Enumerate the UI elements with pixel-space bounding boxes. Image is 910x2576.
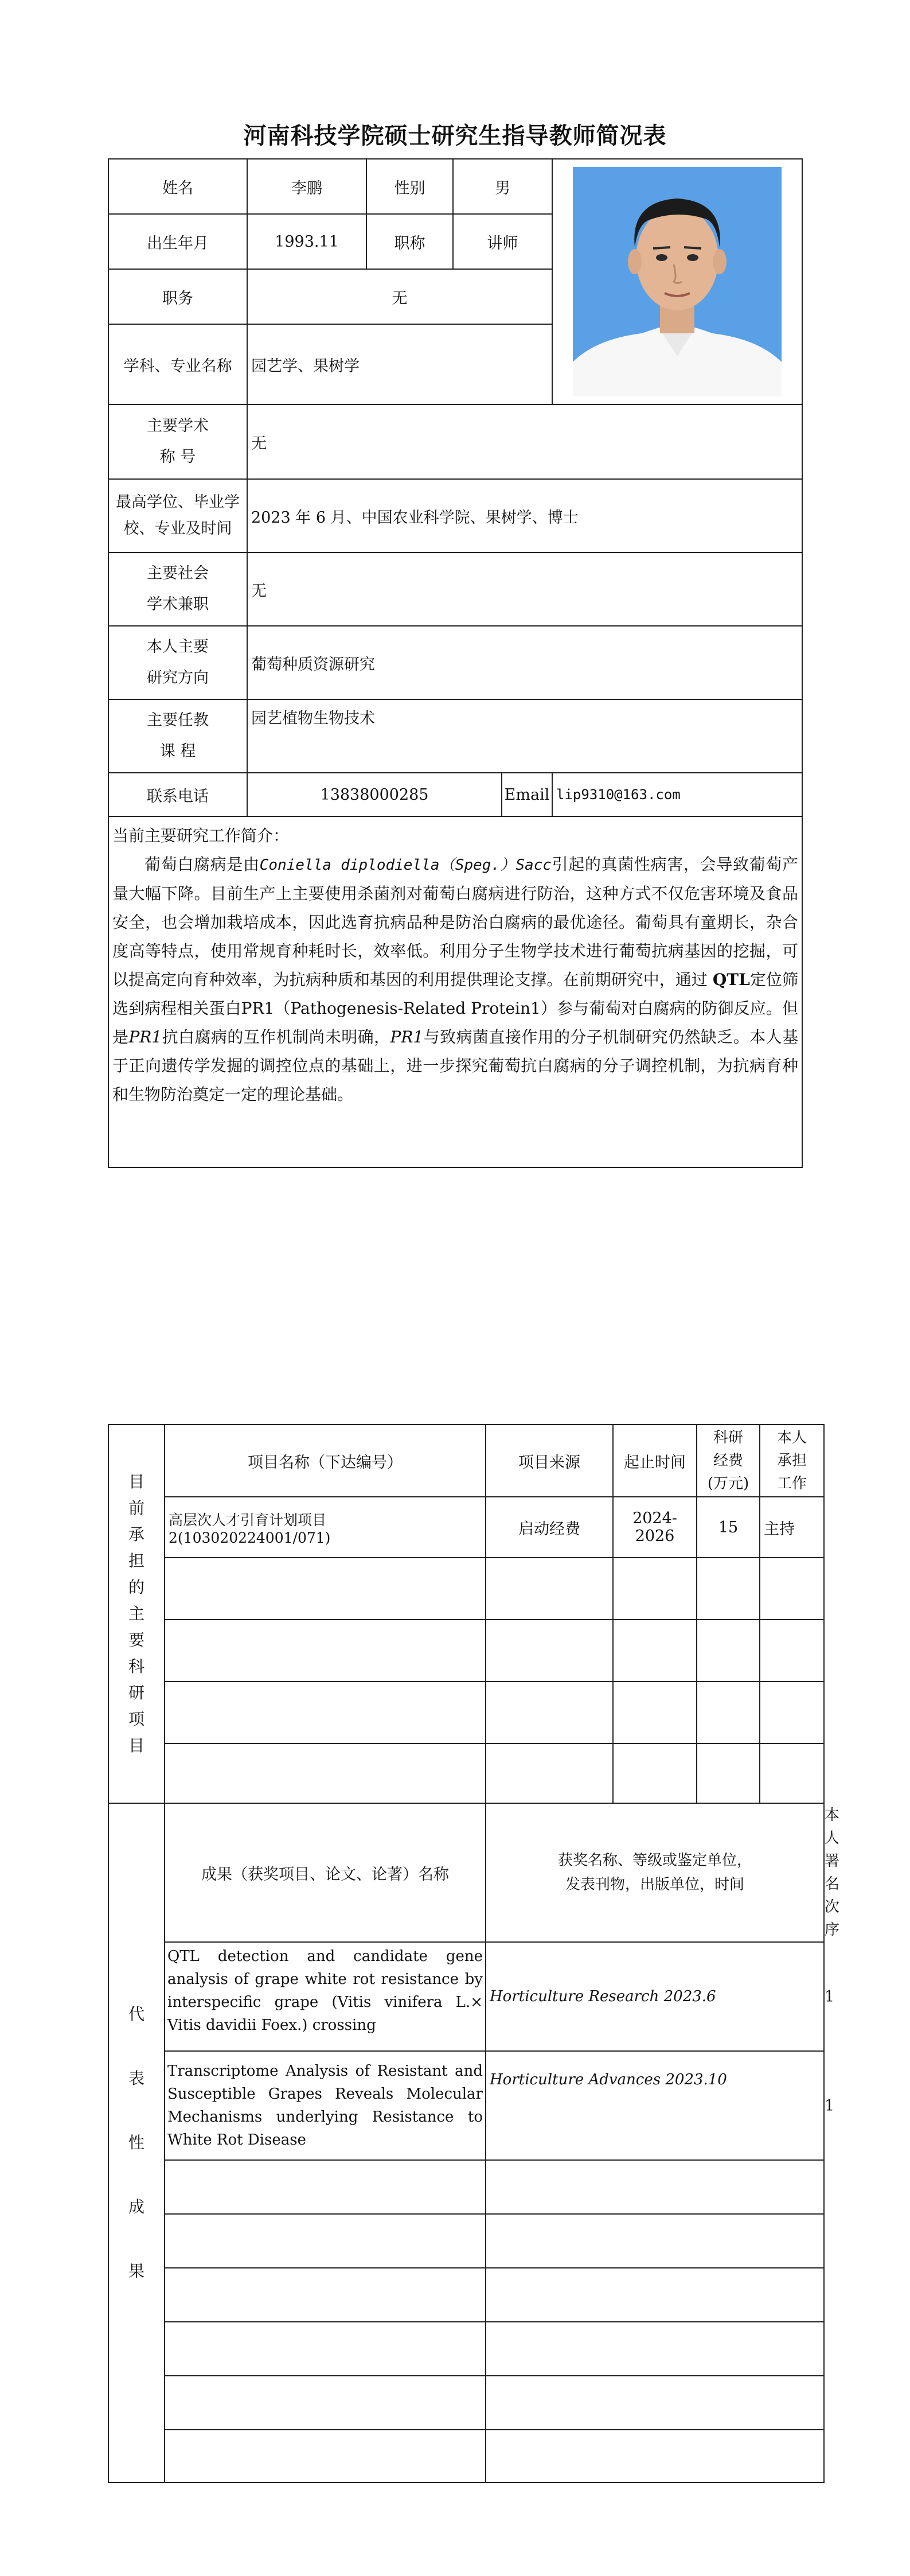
profile-table: [108, 158, 803, 1168]
teaching-value: 园艺植物生物技术: [247, 699, 802, 773]
table-row: [108, 2376, 824, 2430]
table-row: [108, 1682, 824, 1744]
phone-label: 联系电话: [108, 773, 247, 816]
project-name-header: 项目名称（下达编号）: [165, 1425, 486, 1497]
table-row: [108, 2214, 824, 2268]
table-row: Transcriptome Analysis of Resistant and Susceptible Grapes Reveals Molecular Mechanisms underlying Resistance to White Rot Disease Horticulture Advances 2023.10 1: [108, 2051, 824, 2160]
social-value: 无: [247, 552, 802, 626]
table-row: [108, 2430, 824, 2482]
project-role-header: 本人 承担 工作: [760, 1425, 824, 1497]
table-row: [108, 2322, 824, 2376]
table-row: [108, 2268, 824, 2322]
birth-value: 1993.11: [247, 214, 366, 269]
gender-value: 男: [453, 159, 552, 214]
page-title: 河南科技学院硕士研究生指导教师简况表: [243, 123, 667, 149]
academic-title-label: 主要学术 称 号: [108, 404, 247, 479]
achievement-venue-header: 获奖名称、等级或鉴定单位， 发表刊物，出版单位，时间: [486, 1803, 824, 1942]
position-value: 无: [247, 269, 552, 324]
title-value: 讲师: [453, 214, 552, 269]
research-label: 本人主要 研究方向: [108, 626, 247, 699]
social-label: 主要社会 学术兼职: [108, 552, 247, 626]
teaching-label: 主要任教 课 程: [108, 699, 247, 773]
degree-value: 2023 年 6 月、中国农业科学院、果树学、博士: [247, 479, 802, 552]
intro-heading: 当前主要研究工作简介：: [112, 826, 290, 845]
achievement-venue: Horticulture Research 2023.6: [486, 1942, 824, 2051]
discipline-value: 园艺学、果树学: [247, 324, 552, 404]
table-row: [108, 2160, 824, 2214]
photo-cell: [552, 159, 802, 404]
phone-value: 13838000285: [247, 773, 502, 816]
table-row: [108, 1497, 824, 1558]
project-funds-header: 科研 经费 (万元): [697, 1425, 760, 1497]
birth-label: 出生年月: [108, 214, 247, 269]
project-funds: 15: [697, 1497, 760, 1558]
project-period-header: 起止时间: [613, 1425, 697, 1497]
table-row: [108, 1558, 824, 1620]
gender-label: 性别: [366, 159, 453, 214]
table-row: [108, 1744, 824, 1803]
academic-title-value: 无: [247, 404, 802, 479]
table-row: QTL detection and candidate gene analysis of grape white rot resistance by interspecific grape (Vitis vinifera L.× Vitis davidii Foex.) crossing Horticulture Research 2023.6 1: [108, 1942, 824, 2051]
achievement-venue: Horticulture Advances 2023.10: [486, 2051, 824, 2160]
research-intro: [108, 816, 802, 1168]
discipline-label: 学科、专业名称: [108, 324, 247, 404]
portrait-photo: [573, 167, 782, 396]
name-label: 姓名: [108, 159, 247, 214]
project-source: 启动经费: [486, 1497, 613, 1558]
email-label: Email: [502, 773, 552, 816]
project-period: 2024-2026: [613, 1497, 697, 1558]
research-value: 葡萄种质资源研究: [247, 626, 802, 699]
title-label: 职称: [366, 214, 453, 269]
degree-label: 最高学位、毕业学校、专业及时间: [108, 479, 247, 552]
project-source-header: 项目来源: [486, 1425, 613, 1497]
projects-side-label: 目 前 承 担 的 主 要 科 研 项 目: [108, 1425, 165, 1803]
achievement-name-header: 成果（获奖项目、论文、论著）名称: [165, 1803, 486, 1942]
name-value: 李鹏: [247, 159, 366, 214]
project-role: 主持: [760, 1497, 824, 1558]
projects-achievements-table: 目 前 承 担 的 主 要 科 研 项 目 项目名称（下达编号） 项目来源 起止时间 科研 经费 (万元) 本人 承担 工作 高层次人才引育计划项目 2(103020224001/071) 启动经费 2024-2026 15 主持 代 表 性 成 果 成果（获奖项目、论文、论著）名称 获奖名称、等级或鉴定单位， 发表刊物，出版单位，时间 本人 署名 次序 QTL detection and candidate gene analysis of grape white rot resistance by interspecific grape (Vitis vinifera L.× Vitis davidii Foex.) crossing Horticulture Research 2023.6 1 Transcriptome Analysis of Resistant and Susceptible Grapes Reveals Molecular Mechanisms underlying Resistance to White Rot Disease Horticulture Advances 2023.10 1: [108, 1424, 825, 2483]
position-label: 职务: [108, 269, 247, 324]
project-name: 高层次人才引育计划项目 2(103020224001/071): [165, 1497, 486, 1558]
intro-paragraph: 葡萄白腐病是由Coniella diplodiella（Speg.）Sacc引起的真菌性病害，会导致葡萄产量大幅下降。目前生产上主要使用杀菌剂对葡萄白腐病进行防治，这种方式不仅危害环境及食品安全，也会增加栽培成本，因此选育抗病品种是防治白腐病的最优途径。葡萄具有童期长，杂合度高等特点，使用常规育种耗时长，效率低。利用分子生物学技术进行葡萄抗病基因的挖掘，可以提高定向育种效率，为抗病种质和基因的利用提供理论支撑。在前期研究中，通过 QTL定位筛选到病程相关蛋白PR1（Pathogenesis-Related Protein1）参与葡萄对白腐病的防御反应。但是PR1抗白腐病的互作机制尚未明确，PR1与致病菌直接作用的分子机制研究仍然缺乏。本人基于正向遗传学发掘的调控位点的基础上，进一步探究葡萄抗白腐病的分子调控机制，为抗病育种和生物防治奠定一定的理论基础。: [112, 855, 798, 1104]
achievement-name: Transcriptome Analysis of Resistant and Susceptible Grapes Reveals Molecular Mechanisms underlying Resistance to White Rot Disease: [165, 2051, 486, 2160]
email-value[interactable]: lip9310@163.com: [552, 773, 802, 816]
achievement-name: QTL detection and candidate gene analysis of grape white rot resistance by interspecific grape (Vitis vinifera L.× Vitis davidii Foex.) crossing: [165, 1942, 486, 2051]
table-row: [108, 1620, 824, 1682]
achievements-side-label: 代 表 性 成 果: [108, 1803, 165, 2482]
